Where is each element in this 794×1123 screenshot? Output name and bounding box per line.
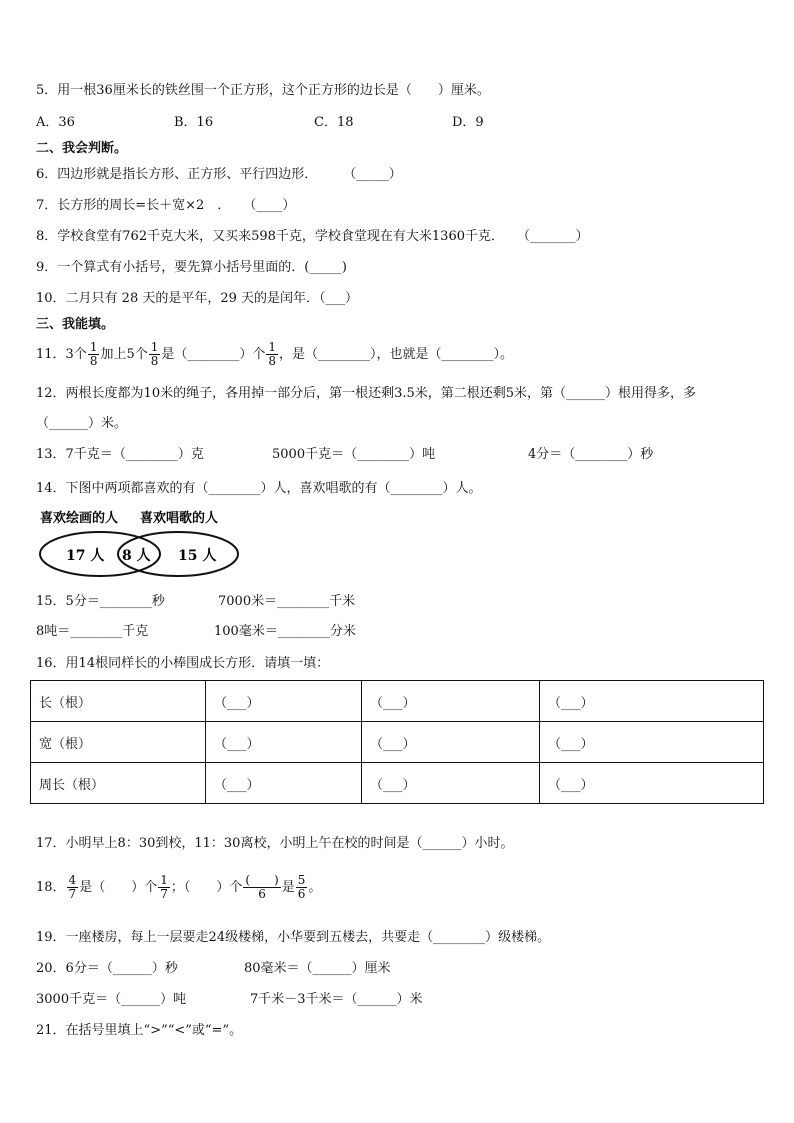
table-row — [31, 681, 764, 722]
answer-table — [30, 680, 764, 804]
row-label: 长（根） — [31, 681, 206, 722]
q13-item-1: 13．7千克＝（________）克 — [36, 447, 204, 462]
row-label: 周长（根） — [31, 763, 206, 804]
question-10: 10．二月只有 28 天的是平年，29 天的是闰年．（___） — [36, 291, 359, 306]
table-cell: （___） — [206, 722, 362, 763]
q13-item-3: 4分＝（________）秒 — [528, 447, 654, 462]
q20-item-1: 20．6分＝（______）秒 — [36, 961, 178, 976]
q11-part-d: ，是（________），也就是（________）。 — [279, 347, 514, 362]
q15-item-4: 100毫米＝________分米 — [214, 624, 356, 639]
question-13 — [36, 446, 756, 464]
fraction-1-8: $\frac{1}{8}$ — [89, 340, 98, 368]
q18-part-a: 18． — [36, 880, 66, 895]
q18-part-d: 是 — [281, 880, 295, 895]
table-cell: （___） — [540, 763, 764, 804]
row-label: 宽（根） — [31, 722, 206, 763]
question-19: 19．一座楼房，每上一层要走24级楼梯，小华要到五楼去，共要走（________）级楼梯。 — [36, 930, 551, 945]
table-row — [31, 763, 764, 804]
fraction-1-7: $\frac{1}{7}$ — [160, 873, 168, 901]
question-20-row-1 — [36, 960, 536, 978]
table-cell: （___） — [362, 722, 540, 763]
q15-item-2: 7000米＝________千米 — [218, 594, 356, 609]
venn-middle-count: 8 人 — [122, 548, 151, 564]
q13-item-2: 5000千克＝（________）吨 — [272, 447, 436, 462]
q15-item-1: 15．5分＝________秒 — [36, 594, 165, 609]
option-a: A．36 — [36, 115, 75, 130]
venn-diagram — [36, 508, 246, 580]
fraction-5-6: $\frac{5}{6}$ — [297, 873, 306, 901]
question-8: 8．学校食堂有762千克大米，又买来598千克，学校食堂现在有大米1360千克． （_______） — [36, 229, 589, 244]
question-14: 14．下图中两项都喜欢的有（________）人，喜欢唱歌的有（________）人。 — [36, 481, 482, 496]
question-17: 17．小明早上8：30到校，11：30离校，小明上午在校的时间是（______）小时。 — [36, 836, 514, 851]
question-15-row-2 — [36, 623, 536, 641]
q11-part-a: 11．3个 — [36, 347, 87, 362]
section-3-heading: 三、我能填。 — [36, 317, 115, 332]
question-11 — [36, 340, 513, 370]
question-16: 16．用14根同样长的小棒围成长方形．请填一填： — [36, 656, 330, 671]
fraction-1-8: $\frac{1}{8}$ — [268, 340, 277, 368]
q18-part-e: 。 — [308, 880, 322, 895]
option-c: C．18 — [314, 115, 354, 130]
question-7: 7．长方形的周长=长＋宽×2 ． （____） — [36, 198, 296, 213]
question-9: 9．一个算式有小括号，要先算小括号里面的．(_____) — [36, 260, 347, 275]
q15-item-3: 8吨＝________千克 — [36, 624, 149, 639]
q18-part-c: ；（ ）个 — [170, 880, 243, 895]
option-b: B．16 — [174, 115, 214, 130]
question-20-row-2 — [36, 991, 536, 1009]
table-cell: （___） — [362, 763, 540, 804]
q20-item-4: 7千米－3千米＝（______）米 — [250, 992, 423, 1007]
fraction-4-7: $\frac{4}{7}$ — [68, 873, 77, 901]
table-cell: （___） — [206, 763, 362, 804]
venn-left-count: 17 人 — [66, 548, 105, 564]
q11-part-c: 是（________）个 — [161, 347, 266, 362]
table-row — [31, 722, 764, 763]
table-cell: （___） — [206, 681, 362, 722]
question-18 — [36, 870, 321, 906]
fraction-blank-6: ( ) 6 — [245, 873, 279, 901]
venn-right-count: 15 人 — [178, 548, 217, 564]
question-6: 6．四边形就是指长方形、正方形、平行四边形． （_____） — [36, 167, 402, 182]
venn-label-right: 喜欢唱歌的人 — [140, 511, 219, 526]
question-12-line-2: （______）米。 — [36, 416, 128, 431]
q20-item-3: 3000千克＝（______）吨 — [36, 992, 187, 1007]
question-21: 21．在括号里填上“>”“<”或“=”。 — [36, 1023, 243, 1038]
q11-part-b: 加上5个 — [100, 347, 148, 362]
q20-item-2: 80毫米＝（______）厘米 — [244, 961, 391, 976]
section-2-heading: 二、我会判断。 — [36, 141, 128, 156]
table-cell: （___） — [540, 722, 764, 763]
question-15-row-1 — [36, 593, 536, 611]
question-5: 5．用一根36厘米长的铁丝围一个正方形，这个正方形的边长是（ ）厘米。 — [36, 83, 490, 98]
table-cell: （___） — [362, 681, 540, 722]
option-d: D．9 — [452, 115, 484, 130]
fraction-1-8: $\frac{1}{8}$ — [150, 340, 159, 368]
question-12-line-1: 12．两根长度都为10米的绳子，各用掉一部分后，第一根还剩3.5米，第二根还剩5米，第（______）根用得多，多 — [36, 386, 697, 401]
venn-label-left: 喜欢绘画的人 — [40, 511, 119, 526]
table-cell: （___） — [540, 681, 764, 722]
question-5-options — [36, 114, 736, 132]
q18-part-b: 是（ ）个 — [79, 880, 158, 895]
